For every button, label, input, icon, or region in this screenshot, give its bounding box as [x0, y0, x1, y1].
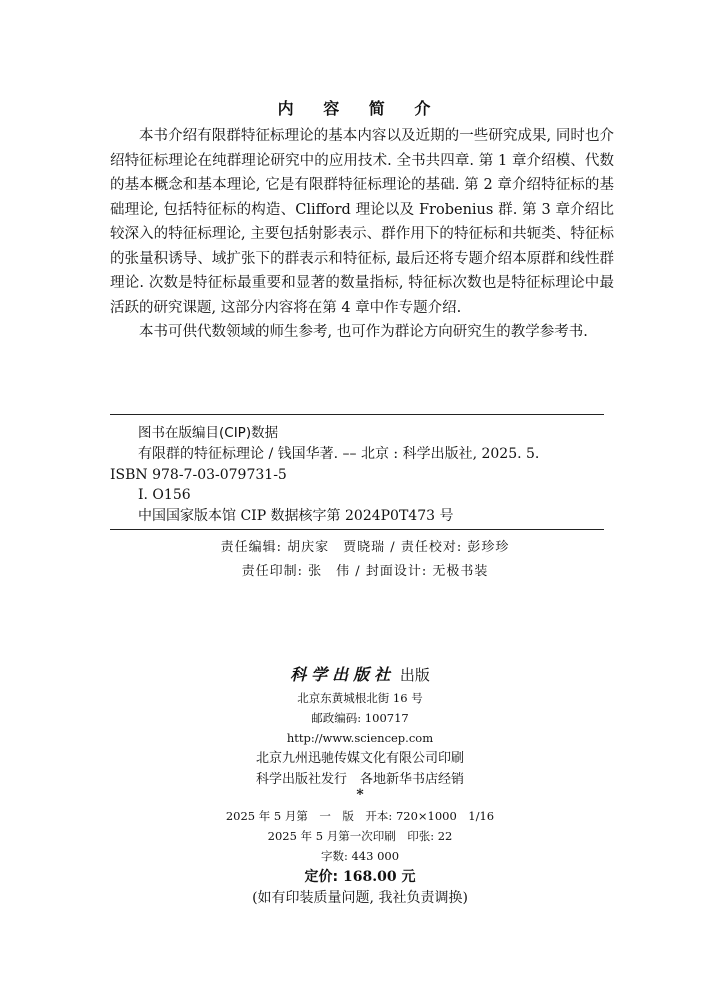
publisher-suffix: 出版: [399, 666, 430, 684]
price-value: 168.00: [343, 869, 397, 885]
publisher-website: http://www.sciencep.com: [286, 731, 434, 745]
cip-title-line: 有限群的特征标理论 / 钱国华著. –– 北京 : 科学出版社, 2025. 5.: [138, 446, 540, 462]
page-title: 内 容 简 介: [277, 99, 443, 118]
publisher-logo: 科学出版社: [290, 665, 396, 684]
publisher-line: [0, 662, 720, 688]
cip-isbn: ISBN 978-7-03-079731-5: [110, 466, 287, 483]
distributor-line: 科学出版社发行 各地新华书店经销: [255, 772, 464, 787]
staff-production: 责任印制: 张 伟 / 封面设计: 无极书装: [241, 564, 489, 579]
staff-credits: [0, 536, 720, 584]
cip-bottom-rule: [110, 529, 604, 530]
cip-top-rule: [110, 414, 604, 415]
printer-line: 北京九州迅驰传媒文化有限公司印刷: [255, 751, 464, 766]
price-line: [0, 866, 720, 888]
wordcount-line: 字数: 443 000: [320, 849, 400, 863]
cip-record-number: 中国国家版本馆 CIP 数据核字第 2024P0T473 号: [138, 507, 454, 524]
intro-paragraph-2: 本书可供代数领域的师生参考, 也可作为群论方向研究生的教学参考书.: [139, 324, 588, 340]
cip-heading: 图书在版编目(CIP)数据: [138, 425, 279, 441]
intro-paragraph-1: 本书介绍有限群特征标理论的基本内容以及近期的一些研究成果, 同时也介绍特征标理论在纯群理论研究中的应用技术. 全书共四章. 第 1 章介绍模、代数的基本概念和基本理论, 它是有限群特征标理论的基础. 第 2 章介绍特征标的基础理论, 包括特征标的构造、Clifford 理论以及 Frobenius 群. 第 3 章介绍比较深入的特征标理论, 主要包括射影表示、群作用下的特征标和共轭类、特征标的张量积诱导、域扩张下的群表示和特征标, 最后还将专题介绍本原群和线性群理论. 次数是特征标最重要和显著的数量指标, 特征标次数也是特征标理论中最活跃的研究课题, 这部分内容将在第 4 章中作专题介绍.: [110, 128, 614, 316]
printing-line: 2025 年 5 月第一次印刷 印张: 22: [267, 829, 453, 843]
publisher-postcode: 邮政编码: 100717: [311, 711, 409, 725]
edition-line: 2025 年 5 月第 一 版 开本: 720×1000 1/16: [225, 809, 495, 823]
cip-block: [110, 422, 604, 526]
separator-star: *: [356, 787, 364, 803]
quality-note: (如有印装质量问题, 我社负责调换): [252, 890, 468, 906]
price-label: 定价:: [304, 869, 339, 885]
publisher-block: [0, 662, 720, 908]
cip-classification: I. O156: [138, 487, 191, 503]
intro-section: [110, 124, 614, 345]
publisher-address: 北京东黄城根北街 16 号: [297, 691, 423, 705]
price-unit: 元: [401, 869, 416, 885]
staff-editors: 责任编辑: 胡庆家 贾晓瑞 / 责任校对: 彭珍珍: [220, 540, 510, 555]
